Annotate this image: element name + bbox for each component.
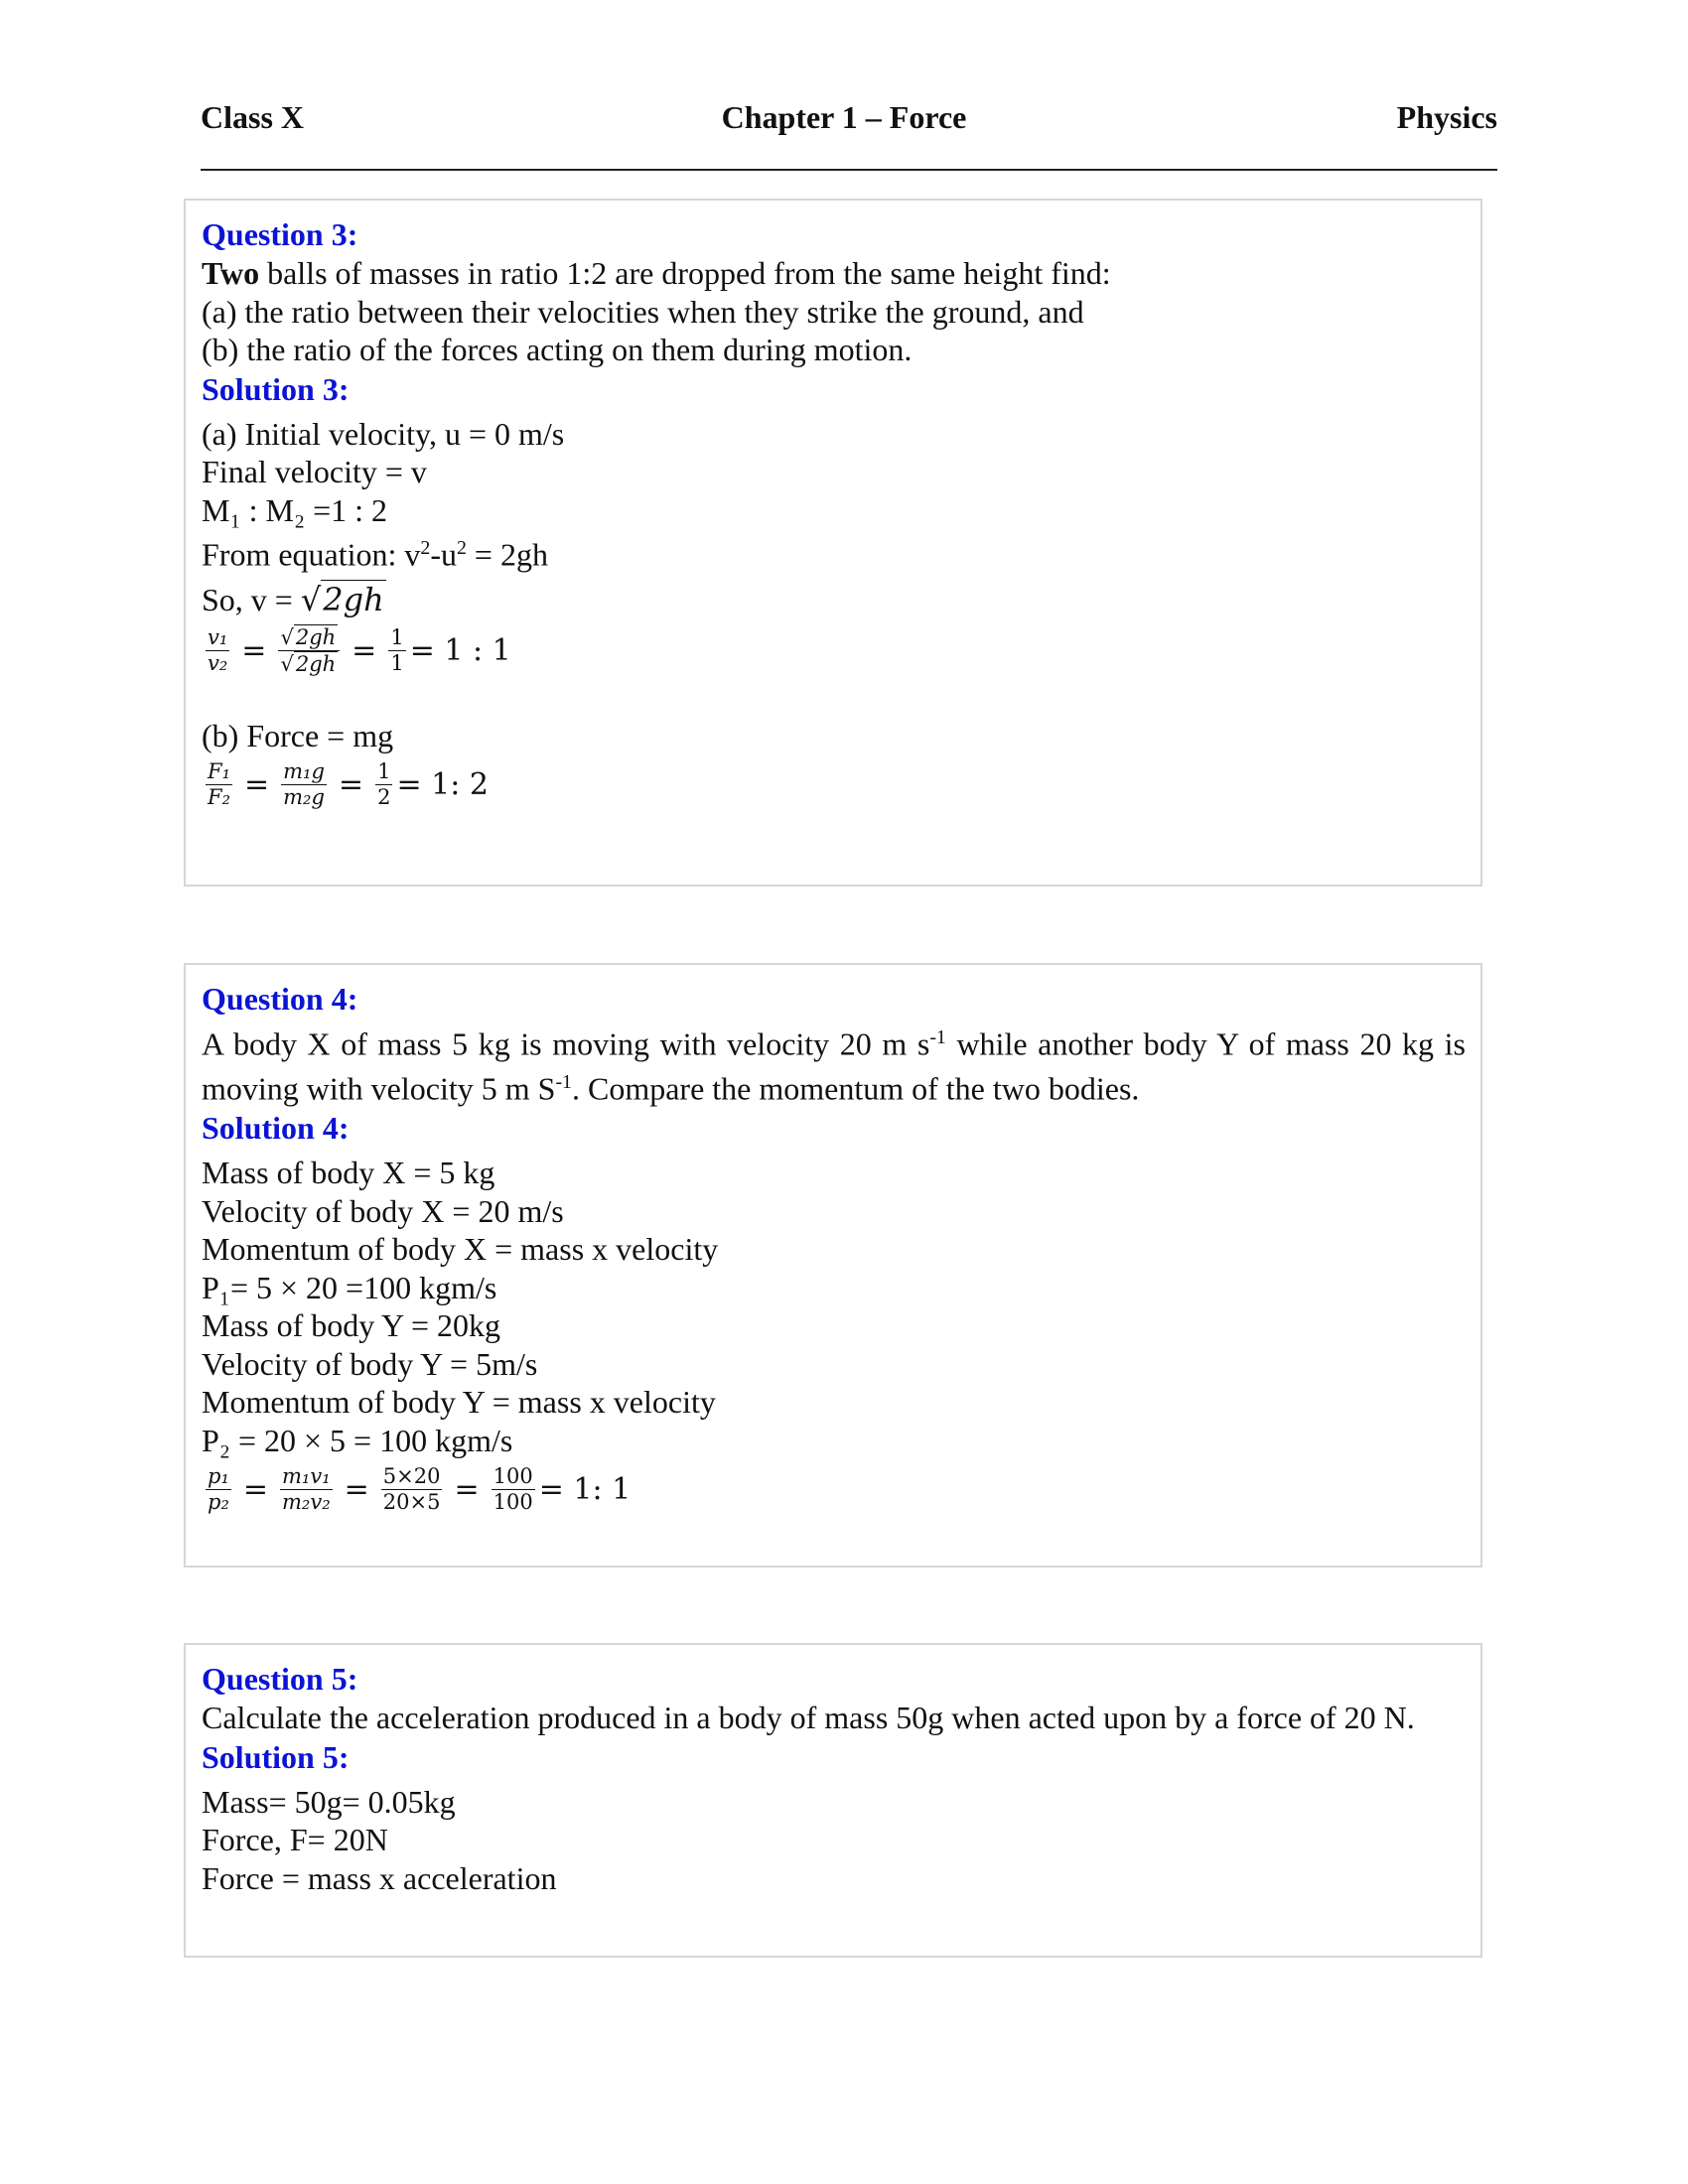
fraction-denominator: F₂: [208, 784, 230, 809]
momentum-ratio-formula: $\frac{\text{p₁}}{\text{p₂}}$ = $\frac{\text{m₁v₁}}{\text{m₂v₂}}$ = $\frac{5\times 20}{20\times 5}$ = $\frac{100}{100}$ = 1: 1: [208, 1463, 632, 1514]
fraction-denominator: 2: [377, 784, 391, 809]
question-4-text-part: . Compare the momentum of the two bodies.: [571, 1070, 1140, 1107]
question-5-label: Question 5:: [202, 1661, 358, 1697]
header-class: Class X: [201, 99, 305, 135]
solution-3-line: M₁ : M₂ =1 : 2: [202, 491, 388, 528]
superscript: -1: [555, 1071, 572, 1094]
solution-3-line: (b) Force = mg: [202, 717, 394, 753]
force-ratio-result: = 1: 2: [396, 766, 489, 802]
velocity-ratio-formula: $\frac{\text{v₁}}{\text{v₂}}$ = √ 2gh √ 2gh = $\frac{1}{1}$ = 1 : 1: [208, 625, 511, 677]
question-3-text-line2: (a) the ratio between their velocities when they strike the ground, and: [202, 293, 1084, 330]
solution-5-line: Force, F= 20N: [202, 1822, 388, 1857]
fraction-numerator: m₁g: [283, 758, 325, 783]
solution-4-line: P₁= 5 × 20 =100 kgm/s: [202, 1269, 497, 1305]
fraction-denominator: 1: [390, 651, 404, 676]
fraction-denominator: m₂v₂: [282, 1489, 331, 1514]
question-5-box: [184, 1643, 1482, 1958]
question-4-text-part: A body X of mass 5 kg is moving with velocity 20 m s: [202, 1025, 930, 1062]
question-3-text-line1: [202, 254, 1466, 293]
question-4-text-part: while another body Y of mass 20 kg is moving with velocity 5 m S: [202, 1025, 1467, 1107]
solution-4-line: Mass of body X = 5 kg: [202, 1155, 495, 1191]
header-subject: Physics: [1396, 99, 1497, 135]
fraction-denominator: 100: [492, 1489, 533, 1514]
fraction-numbers: [381, 1464, 443, 1515]
fraction-numerator: 100: [492, 1463, 533, 1488]
solution-4-line: Velocity of body Y = 5m/s: [202, 1345, 538, 1382]
sqrt-prefix: So, v =: [202, 582, 301, 618]
solution-4-label: Solution 4:: [202, 1110, 350, 1147]
velocity-ratio-result: = 1 : 1: [409, 633, 511, 669]
solution-3-label: Solution 3:: [202, 370, 350, 407]
question-4-label: Question 4:: [202, 981, 358, 1017]
header-chapter: Chapter 1 – Force: [721, 99, 967, 135]
fraction-numerator: v₁: [208, 625, 228, 650]
question-3-label: Question 3:: [202, 216, 358, 252]
equation-text: From equation: v: [202, 536, 421, 573]
sqrt-content: 2gh: [323, 581, 384, 619]
solution-5-line: Mass= 50g= 0.05kg: [202, 1783, 456, 1820]
fraction-p1-p2: [206, 1464, 231, 1515]
question-3-box: [184, 199, 1482, 887]
sqrt-content: 2gh: [295, 652, 337, 677]
solution-5-line: Force = mass x acceleration: [202, 1859, 557, 1896]
question-4-box: [184, 963, 1482, 1568]
solution-3-line: (a) Initial velocity, u = 0 m/s: [202, 415, 565, 452]
solution-3-equation-line: [202, 529, 1466, 574]
fraction-v1-v2: [206, 625, 229, 676]
question-5-text: Calculate the acceleration produced in a body of mass 50g when acted upon by a force of 20 N.: [202, 1700, 1415, 1735]
fraction-numerator: p₁: [208, 1463, 229, 1488]
solution-3-sqrt-line: [202, 580, 1466, 619]
fraction-hundreds: [492, 1464, 535, 1515]
fraction-mg: [281, 759, 327, 810]
equation-text: = 2gh: [466, 536, 548, 573]
fraction-denominator: v₂: [208, 651, 228, 676]
question-3-text-line3: (b) the ratio of the forces acting on them during motion.: [202, 332, 913, 367]
fraction-numerator: F₁: [208, 758, 230, 783]
fraction-one-one: [388, 625, 405, 676]
superscript: -1: [929, 1026, 946, 1048]
fraction-denominator: m₂g: [283, 784, 325, 809]
solution-4-line: Velocity of body X = 20 m/s: [202, 1192, 564, 1229]
header-divider: [201, 169, 1497, 171]
fraction-numerator: 1: [377, 758, 391, 783]
question-4-text: [202, 1019, 1466, 1108]
fraction-sqrt: √ 2gh √ 2gh: [278, 624, 340, 677]
fraction-numerator: 1: [390, 625, 404, 650]
solution-4-line: Mass of body Y = 20kg: [202, 1307, 500, 1344]
solution-4-line: Momentum of body X = mass x velocity: [202, 1231, 719, 1268]
fraction-one-two: [375, 759, 392, 810]
fraction-mv: [280, 1464, 333, 1515]
fraction-denominator: p₂: [208, 1489, 229, 1514]
fraction-denominator: 20×5: [382, 1489, 441, 1514]
momentum-ratio-result: = 1: 1: [538, 1471, 632, 1507]
force-ratio-formula: $\frac{\text{F₁}}{\text{F₂}}$ = $\frac{\text{m₁g}}{\text{m₂g}}$ = $\frac{1}{2}$ = 1: 2: [208, 758, 489, 809]
fraction-numerator: 5×20: [382, 1463, 441, 1488]
fraction-f1-f2: [206, 759, 232, 810]
sqrt-expression: √ 2gh: [300, 581, 384, 619]
question-3-line1-rest: balls of masses in ratio 1:2 are dropped from the same height find:: [259, 255, 1111, 291]
equation-superscript: 2: [457, 537, 467, 559]
solution-4-line: Momentum of body Y = mass x velocity: [202, 1384, 716, 1421]
equation-text: -u: [430, 536, 457, 573]
solution-3-line: Final velocity = v: [202, 454, 427, 489]
sqrt-content: 2gh: [295, 625, 337, 650]
solution-5-label: Solution 5:: [202, 1738, 350, 1775]
question-3-bold-word: Two: [202, 255, 260, 291]
equation-superscript: 2: [420, 537, 431, 559]
fraction-numerator: m₁v₁: [282, 1463, 331, 1488]
solution-4-line: P₂ = 20 × 5 = 100 kgm/s: [202, 1422, 513, 1458]
